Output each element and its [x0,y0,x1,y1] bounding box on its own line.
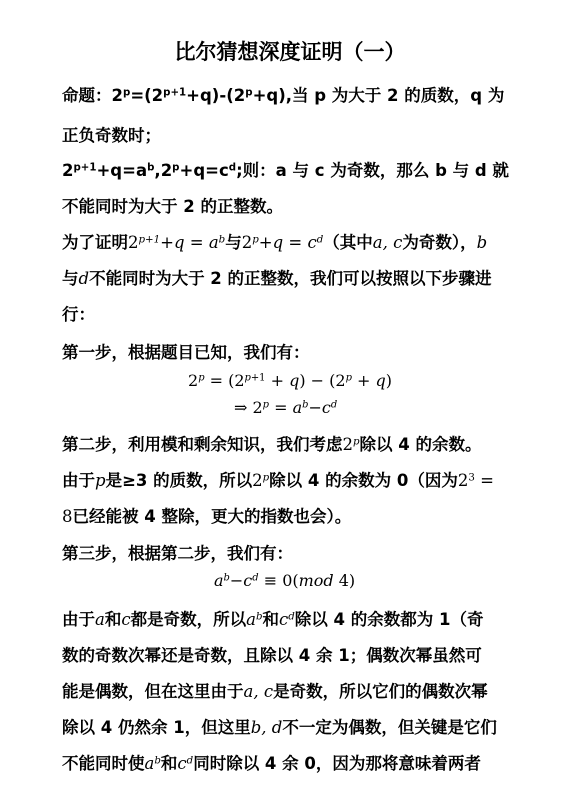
step3-line-1: 由于a和c都是奇数，所以$a^b$和$c^d$除以 4 的余数都为 1（奇 [62,610,484,629]
proposition-line-2: 正负奇数时； [62,126,161,145]
step1-equation-2: ⇒ $2^p = a^b-c^d$ [234,398,338,417]
step2-line-3: 8已经能被 4 整除，更大的指数也会）。 [62,507,352,526]
step1-equation-1: $2^p = (2^{p+1} + q) - (2^p + q)$ [188,371,392,390]
step2-line-2: 由于p是≥3 的质数，所以2$^p$除以 4 的余数为 0（因为$2^3$ = [62,471,494,490]
step3-equation: $a^b-c^d \equiv 0(mod$ 4) [214,571,356,590]
intro-line-1: 为了证明$2^{p+1}+q = a^b$与$2^p+q = c^d$（其中a, c为奇数），b [62,233,488,252]
step3-line-3: 能是偶数，但在这里由于a, c是奇数，所以它们的偶数次幂 [62,682,488,701]
document-title: 比尔猜想深度证明（一） [174,40,406,64]
proposition-line-1: 命题：$2^p=(2^{p+1}+q)-(2^p+q)$,当 p 为大于 2 的质数，q 为 [62,86,505,105]
step3-line-5: 不能同时使$a^b$和$c^d$同时除以 4 余 0，因为那将意味着两者 [62,754,481,773]
step3-line-4: 除以 4 仍然余 1，但这里b, d不一定为偶数，但关键是它们 [62,718,497,737]
intro-line-3: 行： [62,305,95,324]
proposition-line-3: $2^{p+1}+q=a^b,2^p+q=c^d$;则：a 与 c 为奇数，那么 b 与 d 就 [62,161,509,180]
intro-line-2: 与d不能同时为大于 2 的正整数，我们可以按照以下步骤进 [62,269,492,288]
proposition-line-4: 不能同时为大于 2 的正整数。 [62,197,283,216]
step2-line-1: 第二步，利用模和剩余知识，我们考虑2$^p$除以 4 的余数。 [62,435,482,454]
step3-heading: 第三步，根据第二步，我们有： [62,544,293,563]
step1-heading: 第一步，根据题目已知，我们有： [62,343,310,362]
step3-line-2: 数的奇数次幂还是奇数，且除以 4 余 1；偶数次幂虽然可 [62,646,482,665]
